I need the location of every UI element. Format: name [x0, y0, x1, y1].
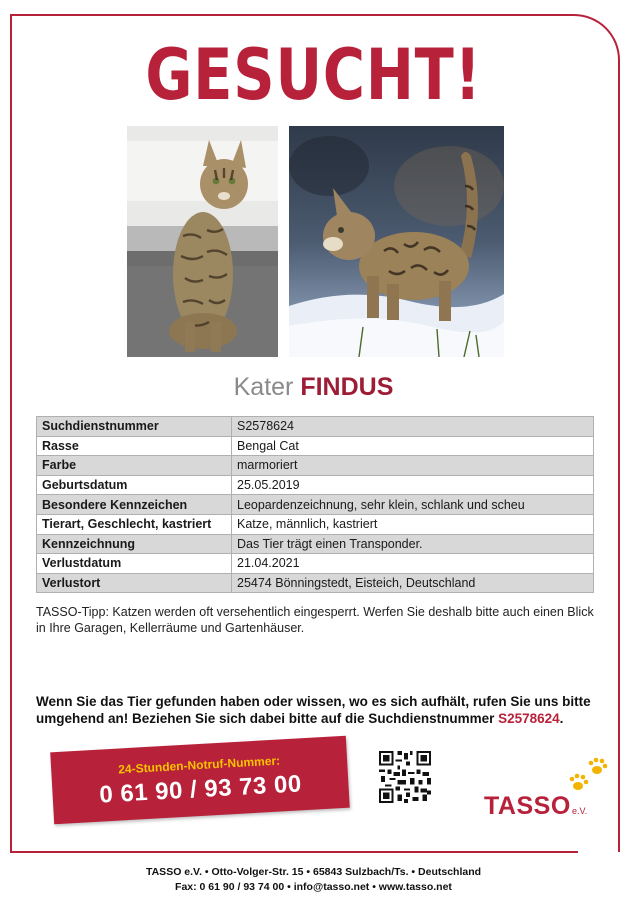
details-row	[37, 436, 594, 456]
details-value: Das Tier trägt einen Transponder.	[232, 534, 594, 554]
details-row	[37, 417, 594, 437]
appeal-main: Wenn Sie das Tier gefunden haben oder wissen, wo es sich aufhält, rufen Sie uns bitte umgehend an! Beziehen Sie sich dabei bitte auf die Suchdienstnummer	[36, 694, 591, 726]
hotline-label: 24-Stunden-Notruf-Nummer:	[117, 753, 281, 777]
appeal-reference: S2578624	[498, 711, 560, 726]
details-row	[37, 495, 594, 515]
hotline-number[interactable]: 0 61 90 / 93 73 00	[98, 770, 303, 809]
animal-name-main: FINDUS	[300, 373, 394, 401]
details-label: Verlustort	[37, 573, 232, 593]
cat-photo-sitting	[127, 126, 278, 357]
paw-prints-icon	[566, 756, 612, 796]
brand-logo: TASSO	[484, 792, 571, 820]
details-value: S2578624	[232, 417, 594, 437]
animal-name	[0, 373, 627, 402]
details-value: 25.05.2019	[232, 475, 594, 495]
details-table	[36, 416, 594, 593]
headline: GESUCHT!	[145, 34, 482, 116]
details-label: Geburtsdatum	[37, 475, 232, 495]
details-row	[37, 573, 594, 593]
details-label: Suchdienstnummer	[37, 417, 232, 437]
tasso-tip: TASSO-Tipp: Katzen werden oft versehentlich eingesperrt. Werfen Sie deshalb bitte auch einen Blick in Ihre Garagen, Kellerräume und Gartenhäuser.	[36, 605, 594, 635]
appeal-text	[36, 693, 596, 727]
details-value: Leopardenzeichnung, sehr klein, schlank und scheu	[232, 495, 594, 515]
details-value: Bengal Cat	[232, 436, 594, 456]
animal-name-prefix: Kater	[233, 373, 294, 401]
details-row	[37, 534, 594, 554]
details-value: 25474 Bönningstedt, Eisteich, Deutschland	[232, 573, 594, 593]
details-value: 21.04.2021	[232, 554, 594, 574]
footer-contact: Fax: 0 61 90 / 93 74 00 • info@tasso.net • www.tasso.net	[175, 881, 452, 893]
details-label: Tierart, Geschlecht, kastriert	[37, 514, 232, 534]
details-label: Farbe	[37, 456, 232, 476]
details-label: Besondere Kennzeichen	[37, 495, 232, 515]
details-label: Verlustdatum	[37, 554, 232, 574]
details-row	[37, 456, 594, 476]
qr-code-icon[interactable]	[379, 751, 431, 803]
poster-frame-bottom	[10, 851, 578, 853]
details-row	[37, 554, 594, 574]
details-value: Katze, männlich, kastriert	[232, 514, 594, 534]
appeal-end: .	[559, 711, 564, 726]
details-value: marmoriert	[232, 456, 594, 476]
cat-photo-snow	[289, 126, 504, 357]
details-label: Kennzeichnung	[37, 534, 232, 554]
brand-suffix: e.V.	[572, 806, 588, 816]
details-row	[37, 514, 594, 534]
footer-address: TASSO e.V. • Otto-Volger-Str. 15 • 65843 Sulzbach/Ts. • Deutschland	[145, 866, 482, 878]
details-label: Rasse	[37, 436, 232, 456]
details-row	[37, 475, 594, 495]
